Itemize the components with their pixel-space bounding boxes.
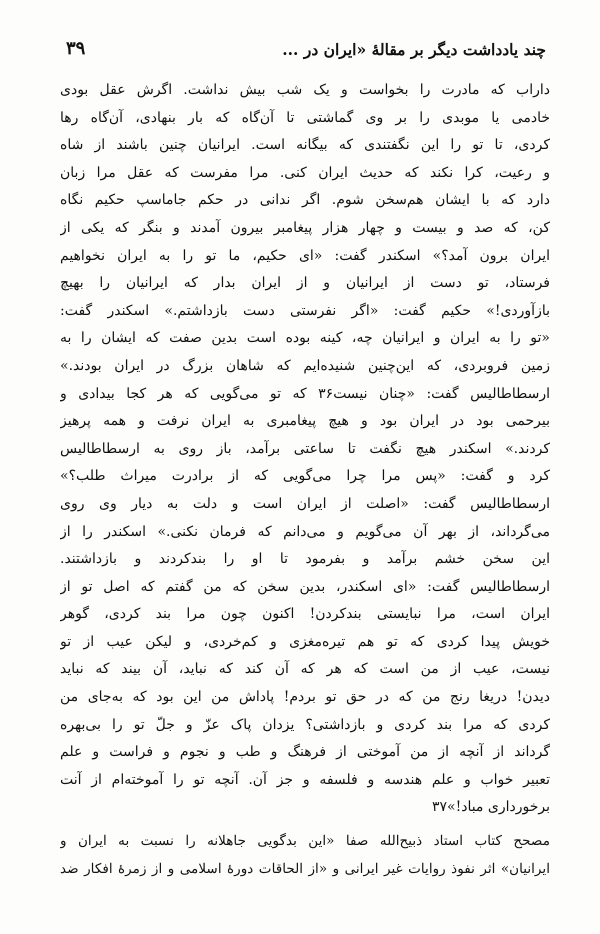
running-title: چند یادداشت دیگر بر مقالهٔ «ایران در ...: [282, 40, 546, 59]
text-line: کردند.» اسکندر هیچ نگفت تا ساعتی برآمد، باز روی به ارسطاطالیس: [60, 440, 550, 457]
text-line: نیست، عیب از من است که هر که آن کند که نباید، آن بیند که نباید: [60, 661, 550, 678]
text-line: «تو را به ایران و ایرانیان چه، کینه بوده است بدین صفت که ایشان را به: [60, 330, 550, 347]
text-line: فرستاد، تو دست از ایرانیان و از ایران بدار که ایرانیان را بهیچ: [60, 275, 550, 292]
text-line: بیرحمی بود در ایران بود و هیچ پیغامبری به ایران نرفت و همه پرهیز: [60, 413, 550, 430]
text-line: خویش پیدا کردی که تو هم تیره‌مغزی و کم‌خردی، و لیکن عیب از تو: [60, 633, 550, 650]
text-line: ارسطاطالیس گفت: «ای اسکندر، بدین سخن که من گفتم که اصل تو از: [60, 578, 550, 595]
paragraph-1: [60, 77, 550, 822]
text-line: بازآوردی!» حکیم گفت: «اگر نفرستی دست بازداشتم.» اسکندر گفت:: [60, 302, 550, 319]
text-line: داراب که مادرت را بخواست و یک شب بیش نداشت. اگرش عقل بودی: [60, 82, 550, 98]
text-line: خادمی یا موبدی را بر وی گماشتی تا آن‌گاه که بار بنهادی، آن‌گاه رها: [60, 109, 550, 126]
text-line: زمین فروبردی، که این‌چنین شنیده‌ایم که شاهان بزرگ در ایران بودند.»: [60, 357, 550, 374]
text-line: و رعیت، کرا نکند که حدیث ایران کنی. مرا مفرست که عقل مرا زبان: [60, 164, 550, 181]
text-line: برخورداری مباد!»۳۷: [431, 799, 550, 816]
text-line: ایرانیان» اثر نفوذ روایات غیر ایرانی و «از الحاقات دورهٔ اسلامی و از زمرهٔ افکار ضد: [60, 860, 550, 877]
text-line: کرد و گفت: «پس مرا چرا می‌گویی که از برادرت میراث طلب؟»: [60, 468, 550, 485]
paragraph-2: [60, 828, 550, 883]
page-number: ۳۹: [66, 38, 86, 59]
body-text: [60, 77, 550, 883]
text-line: این سخن خشم برآمد و بفرمود تا او را بندکردند و بازداشتند.: [60, 551, 550, 568]
text-line: گرداند از آنچه از من آموختی از فرهنگ و طب و نجوم و فراست و علم: [60, 744, 550, 761]
text-line: کردی، تا تو را این نگفتندی که بیگانه است. ایرانیان چنین باشند از شاه: [60, 137, 550, 154]
text-line: ارسطاطالیس گفت: «اصلت از ایران است و دلت به دیار وی روی: [60, 495, 550, 512]
running-head: [66, 40, 546, 66]
text-line: کن، که صد و بیست و چهار هزار پیغامبر بیرون آمدند و بنگر که یکی از: [60, 219, 550, 236]
text-line: ایران برون آمد؟» اسکندر گفت: «ای حکیم، ما تو را به ایران نخواهیم: [60, 247, 550, 264]
text-line: تعبیر خواب و علم هندسه و فلسفه و جز آن. آنچه تو را آموخته‌ام از آنت: [60, 771, 550, 788]
text-line: ارسطاطالیس گفت: «چنان نیست۳۶ که تو می‌گویی که هر کجا بیدادی و: [60, 385, 550, 402]
text-line: کردی که مرا بند کردی و بازداشتی؟ یزدان پاک عزّ و جلّ تو را بی‌بهره: [60, 716, 550, 733]
text-line: دارد که با ایشان هم‌سخن شوم. اگر ندانی در حکم جاماسپ حکیم نگاه: [60, 192, 550, 209]
text-line: ایران است، مرا نبایستی بندکردن! اکنون چون مرا بند کردی، گوهر: [60, 606, 550, 623]
text-line: می‌گرداند، از بهر آن می‌گویم و می‌دانم که فرمان نکنی.» اسکندر را از: [60, 523, 550, 540]
text-line: مصحح کتاب استاد ذبیح‌الله صفا «این بدگویی جاهلانه را نسبت به ایران و: [60, 833, 550, 850]
text-line: دیدن! دریغا رنج من که در حق تو بردم! پاداش من این بود که به‌جای من: [60, 689, 550, 706]
